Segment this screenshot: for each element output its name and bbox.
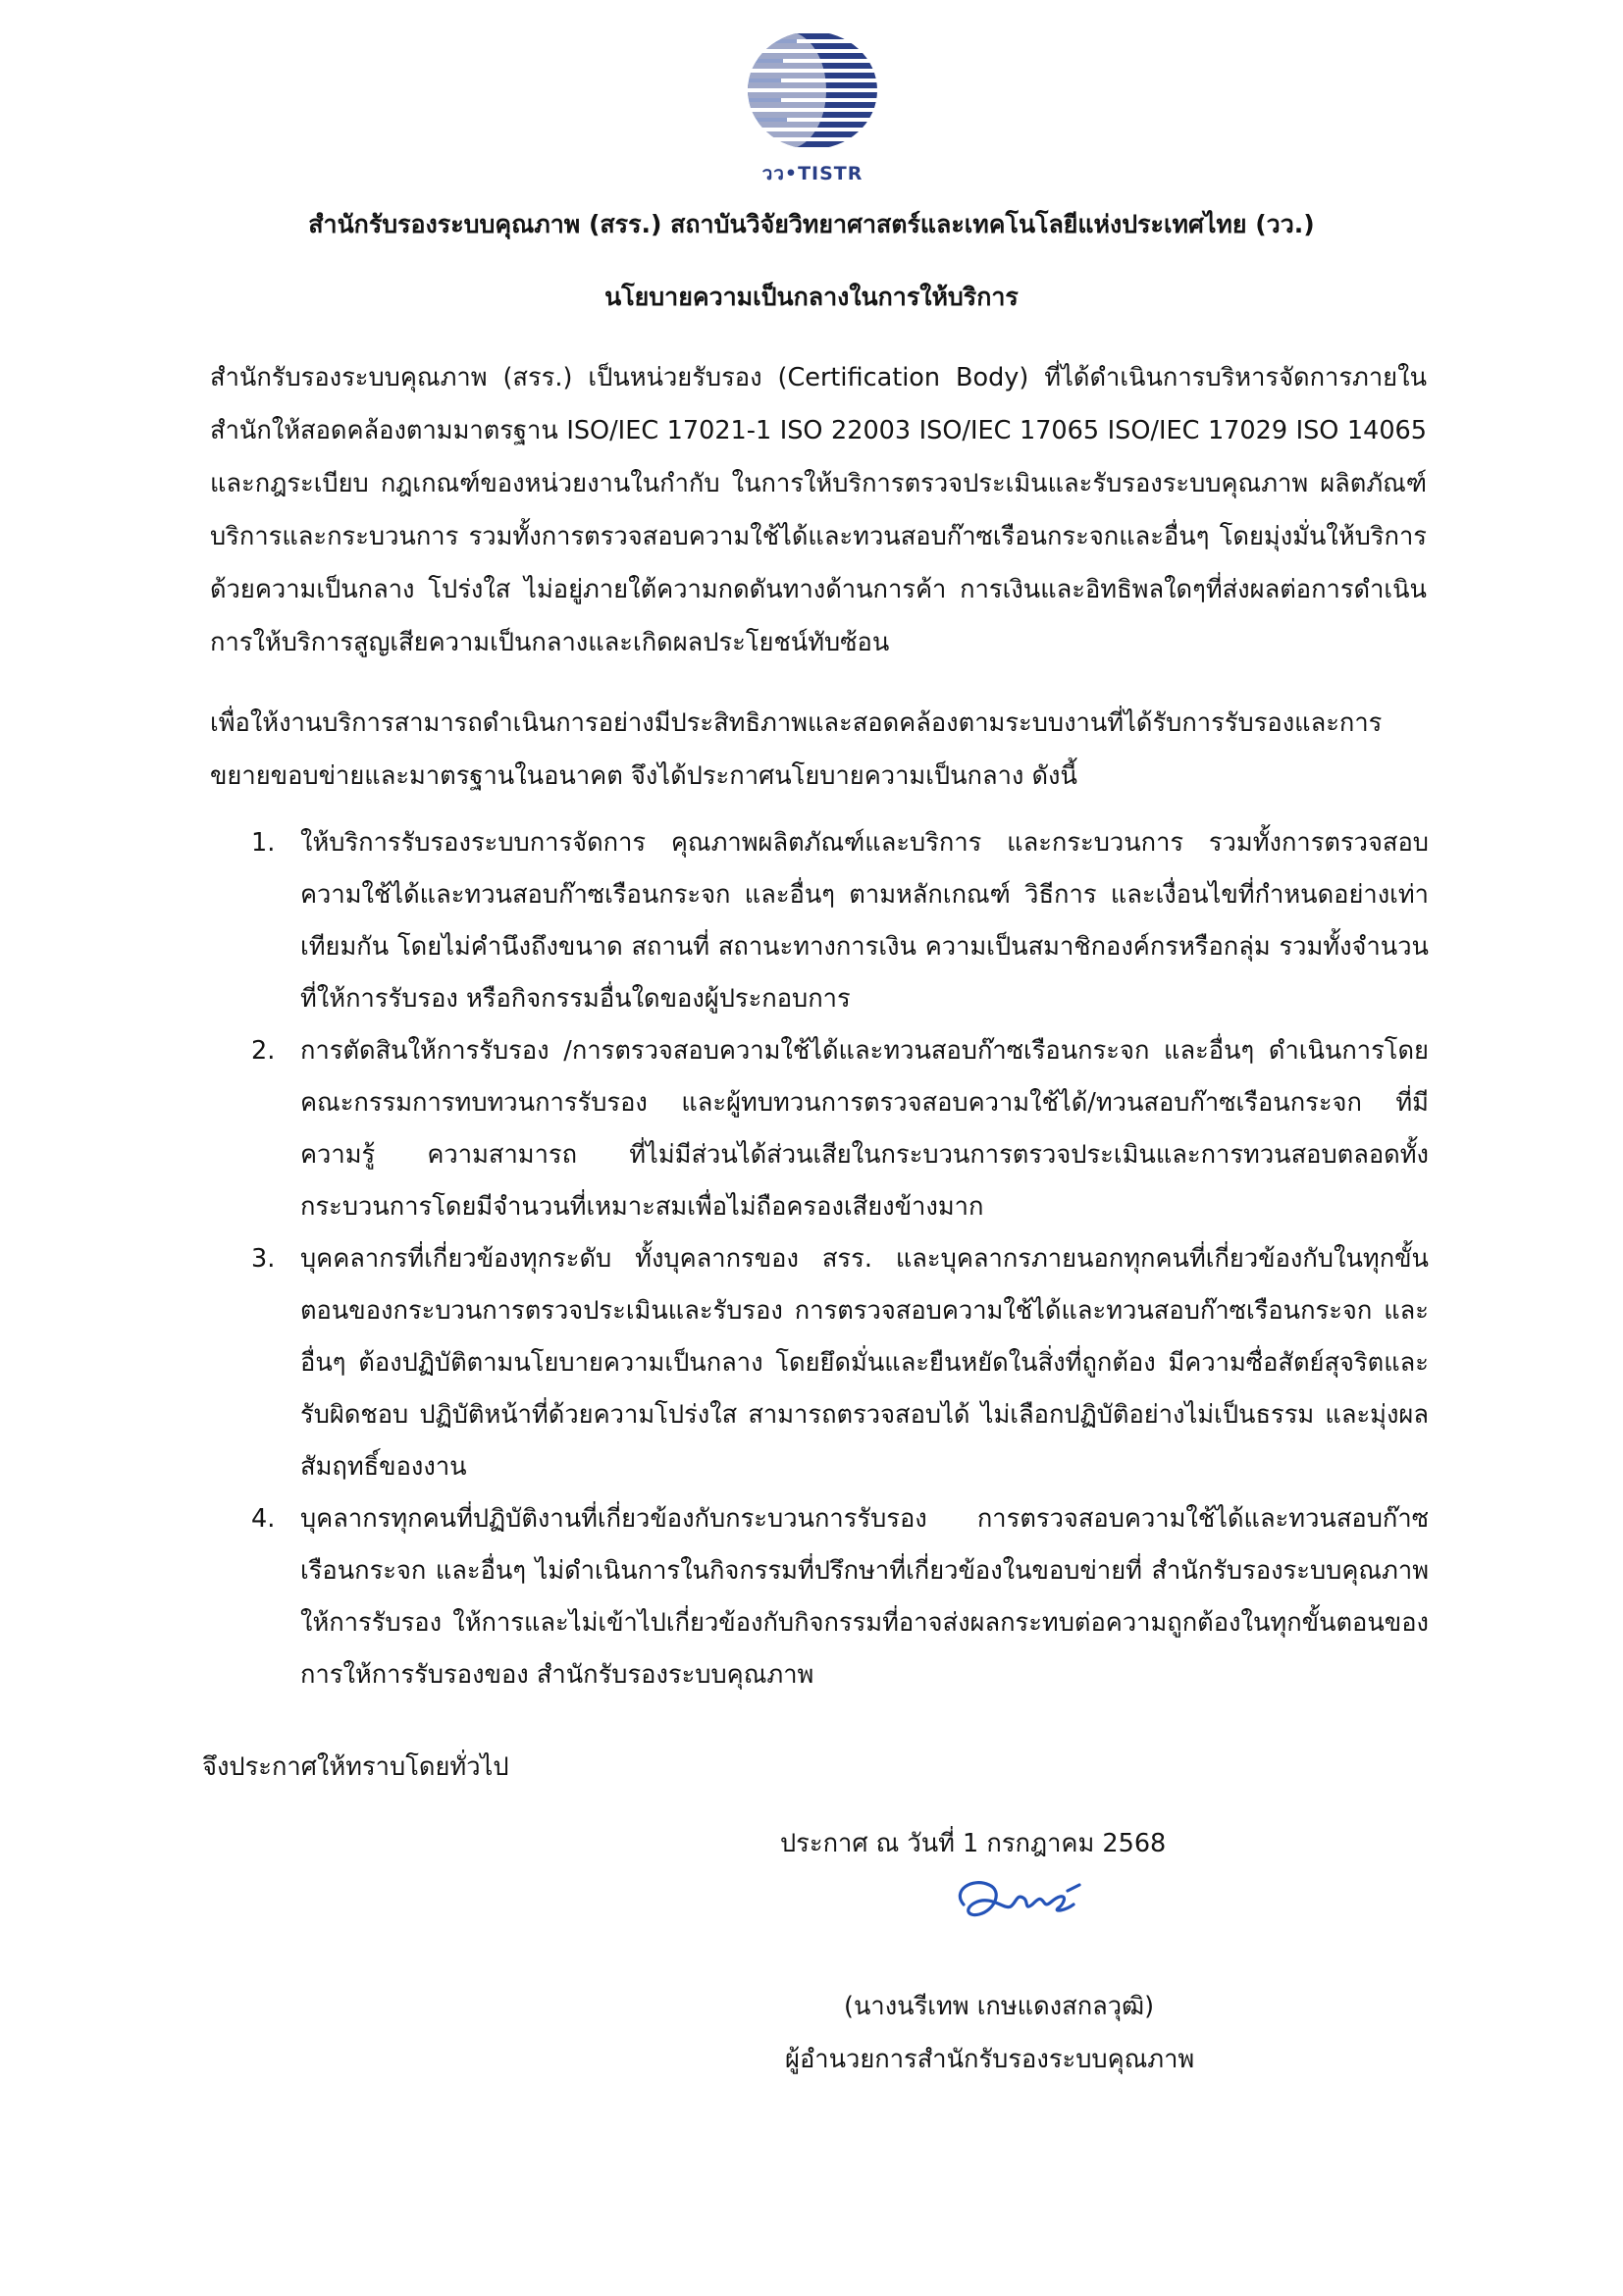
list-item-text: บุคคลากรที่เกี่ยวข้องทุกระดับ ทั้งบุคลากรของ สรร. และบุคลากรภายนอกทุกคนที่เกี่ยวข้องกับในทุกขั้นตอนของกระบวนการตรวจประเมินและรับรอง การตรวจสอบความใช้ได้และทวนสอบก๊าซเรือนกระจก และอื่นๆ ต้องปฏิบัติตามนโยบายความเป็นกลาง โดยยึดมั่นและยืนหยัดในสิ่งที่ถูกต้อง มีความซื่อสัตย์สุจริตและรับผิดชอบ ปฏิบัติหน้าที่ด้วยความโปร่งใส สามารถตรวจสอบได้ ไม่เลือกปฏิบัติอย่างไม่เป็นธรรม และมุ่งผลสัมฤทธิ์ของงาน [300, 1244, 1429, 1482]
tistr-logo [734, 29, 891, 184]
list-item-text: บุคลากรทุกคนที่ปฏิบัติงานที่เกี่ยวข้องกับกระบวนการรับรอง การตรวจสอบความใช้ได้และทวนสอบก๊าซเรือนกระจก และอื่นๆ ไม่ดำเนินการในกิจกรรมที่ปรึกษาที่เกี่ยวข้องในขอบข่ายที่ สำนักรับรองระบบคุณภาพ ให้การรับรอง ให้การและไม่เข้าไปเกี่ยวข้องกับกิจกรรมที่อาจส่งผลกระทบต่อความถูกต้องในทุกขั้นตอนของการให้การรับรองของ สำนักรับรองระบบคุณภาพ [300, 1504, 1429, 1690]
list-item-text: การตัดสินให้การรับรอง /การตรวจสอบความใช้ได้และทวนสอบก๊าซเรือนกระจก และอื่นๆ ดำเนินการโดยคณะกรรมการทบทวนการรับรอง และผู้ทบทวนการตรวจสอบความใช้ได้/ทวนสอบก๊าซเรือนกระจก ที่มีความรู้ ความสามารถ ที่ไม่มีส่วนได้ส่วนเสียในกระบวนการตรวจประเมินและการทวนสอบตลอดทั้งกระบวนการโดยมีจำนวนที่เหมาะสมเพื่อไม่ถือครองเสียงข้างมาก [300, 1036, 1429, 1222]
signature-image [942, 1869, 1114, 1938]
organization-title: สำนักรับรองระบบคุณภาพ (สรร.) สถาบันวิจัยวิทยาศาสตร์และเทคโนโลยีแห่งประเทศไทย (วว.) [308, 210, 1315, 238]
policy-list [251, 817, 1429, 1701]
list-item-number: 1. [251, 828, 276, 858]
globe-icon [734, 29, 891, 157]
list-item [251, 1233, 1429, 1493]
list-item [251, 817, 1429, 1025]
list-item-number: 3. [251, 1244, 276, 1274]
intro-paragraph: สำนักรับรองระบบคุณภาพ (สรร.) เป็นหน่วยรับรอง (Certification Body) ที่ได้ดำเนินการบริหารจัดการภายในสำนักให้สอดคล้องตามมาตรฐาน ISO/IEC 17021-1 ISO 22003 ISO/IEC 17065 ISO/IEC 17029 ISO 14065 และกฎระเบียบ กฎเกณฑ์ของหน่วยงานในกำกับ ในการให้บริการตรวจประเมินและรับรองระบบคุณภาพ ผลิตภัณฑ์ บริการและกระบวนการ รวมทั้งการตรวจสอบความใช้ได้และทวนสอบก๊าซเรือนกระจกและอื่นๆ โดยมุ่งมั่นให้บริการด้วยความเป็นกลาง โปร่งใส ไม่อยู่ภายใต้ความกดดันทางด้านการค้า การเงินและอิทธิพลใดๆที่ส่งผลต่อการดำเนินการให้บริการสูญเสียความเป็นกลางและเกิดผลประโยชน์ทับซ้อน [210, 363, 1427, 657]
purpose-paragraph: เพื่อให้งานบริการสามารถดำเนินการอย่างมีประสิทธิภาพและสอดคล้องตามระบบงานที่ได้รับการรับรองและการขยายขอบข่ายและมาตรฐานในอนาคต จึงได้ประกาศนโยบายความเป็นกลาง ดังนี้ [210, 708, 1383, 791]
closing-statement: จึงประกาศให้ทราบโดยทั่วไป [202, 1752, 509, 1782]
signer-name: (นางนรีเทพ เกษแดงสกลวุฒิ) [844, 1992, 1155, 2021]
policy-title: นโยบายความเป็นกลางในการให้บริการ [604, 283, 1019, 311]
signer-position: ผู้อำนวยการสำนักรับรองระบบคุณภาพ [785, 2045, 1195, 2074]
list-item-number: 2. [251, 1036, 276, 1066]
list-item [251, 1025, 1429, 1233]
logo-text: วว•TISTR [761, 163, 864, 184]
list-item [251, 1493, 1429, 1701]
announcement-date: ประกาศ ณ วันที่ 1 กรกฎาคม 2568 [780, 1829, 1167, 1858]
list-item-number: 4. [251, 1504, 276, 1534]
list-item-text: ให้บริการรับรองระบบการจัดการ คุณภาพผลิตภัณฑ์และบริการ และกระบวนการ รวมทั้งการตรวจสอบความใช้ได้และทวนสอบก๊าซเรือนกระจก และอื่นๆ ตามหลักเกณฑ์ วิธีการ และเงื่อนไขที่กำหนดอย่างเท่าเทียมกัน โดยไม่คำนึงถึงขนาด สถานที่ สถานะทางการเงิน ความเป็นสมาชิกองค์กรหรือกลุ่ม รวมทั้งจำนวนที่ให้การรับรอง หรือกิจกรรมอื่นใดของผู้ประกอบการ [300, 828, 1429, 1014]
